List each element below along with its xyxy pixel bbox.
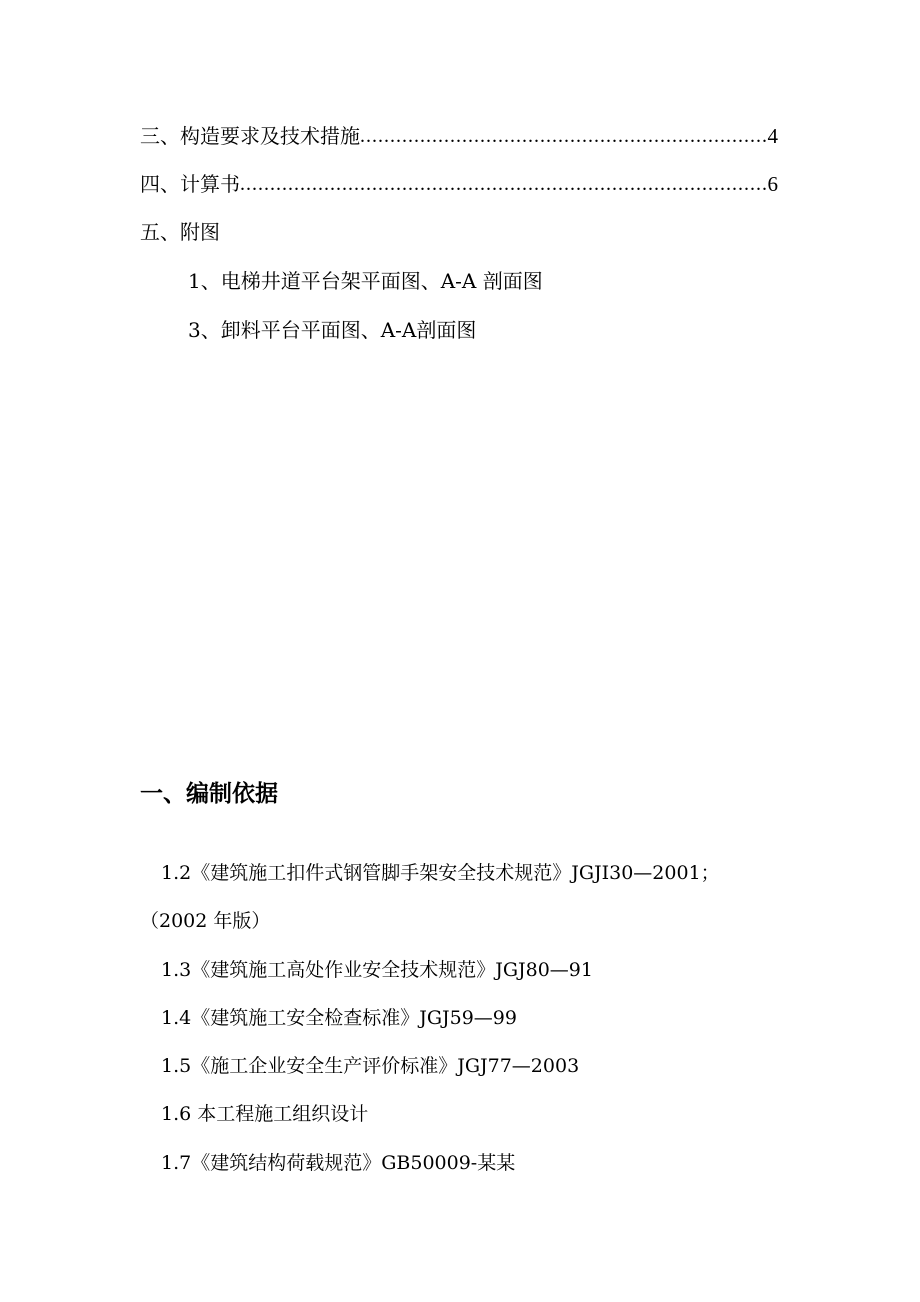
- toc-page-number: 4: [767, 124, 778, 148]
- reference-item: 1.2《建筑施工扣件式钢管脚手架安全技术规范》JGJI30—2001；: [161, 862, 720, 884]
- reference-item: 1.3《建筑施工高处作业安全技术规范》JGJ80—91: [161, 959, 593, 981]
- toc-entry-title: 三、构造要求及技术措施: [140, 124, 360, 148]
- reference-item: 1.4《建筑施工安全检查标准》JGJ59—99: [161, 1007, 517, 1029]
- toc-entry[interactable]: [140, 122, 778, 150]
- toc-appendix-title: 五、附图: [140, 220, 220, 244]
- reference-item: 1.7《建筑结构荷载规范》GB50009-某某: [161, 1152, 516, 1174]
- toc-dot-leader: [240, 170, 768, 198]
- toc-page-number: 6: [767, 172, 778, 196]
- toc-appendix-item: 3、卸料平台平面图、A-A剖面图: [188, 318, 477, 342]
- toc-dot-leader: [360, 122, 768, 150]
- reference-continuation: （2002 年版）: [140, 910, 271, 932]
- section-heading: 一、编制依据: [140, 781, 278, 807]
- reference-item: 1.6 本工程施工组织设计: [161, 1103, 369, 1125]
- toc-appendix-item: 1、电梯井道平台架平面图、A-A 剖面图: [188, 269, 543, 293]
- toc-entry-title: 四、计算书: [140, 172, 240, 196]
- toc-entry[interactable]: [140, 170, 778, 198]
- reference-item: 1.5《施工企业安全生产评价标准》JGJ77—2003: [161, 1055, 580, 1077]
